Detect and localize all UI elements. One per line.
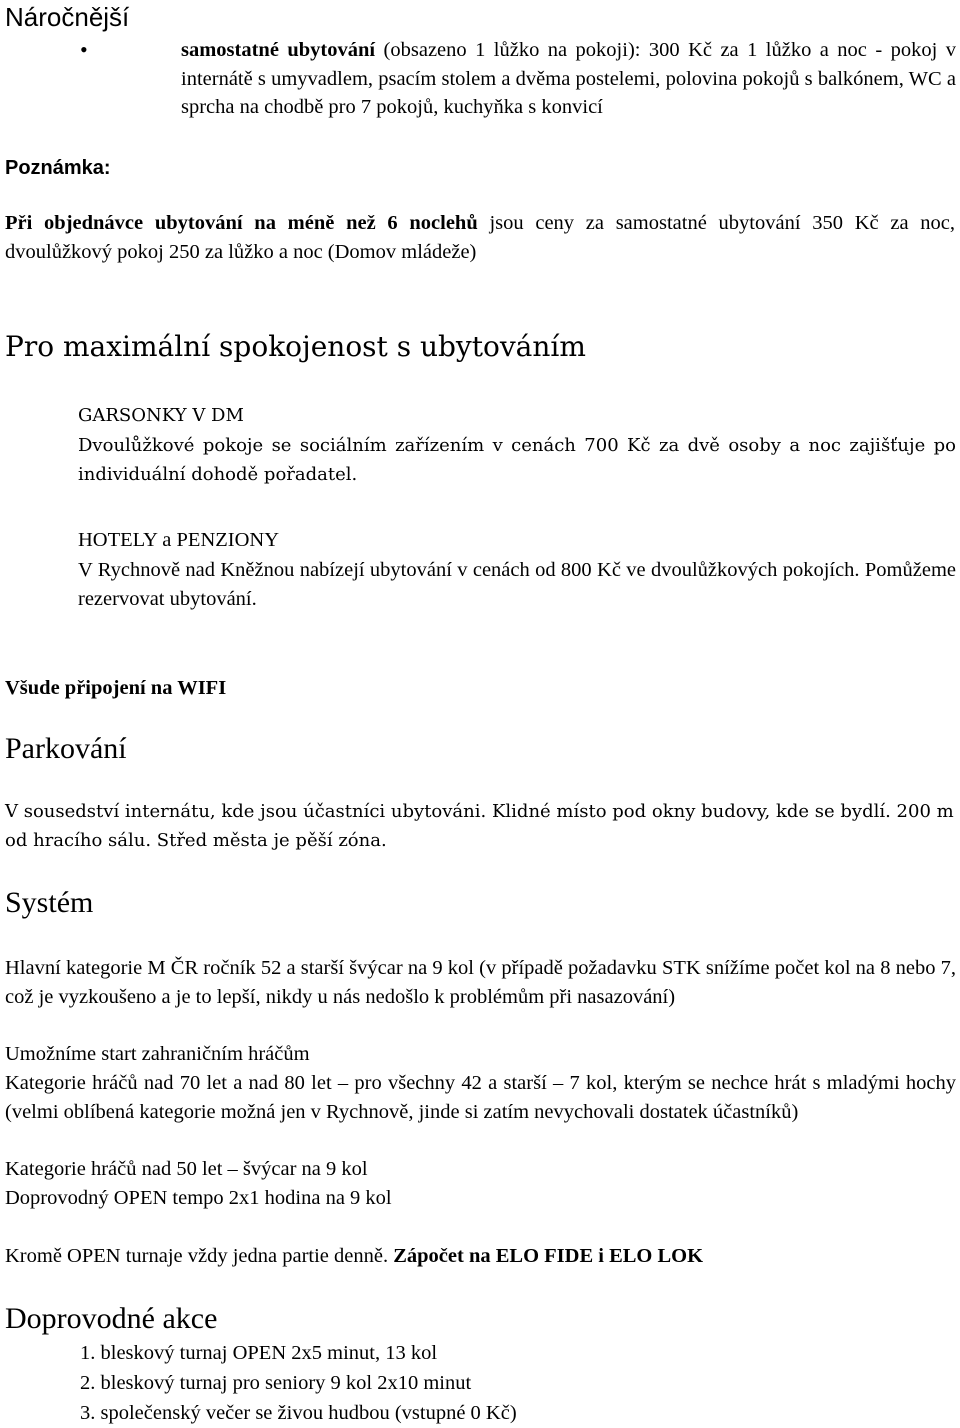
- garsonky-text: Dvoulůžkové pokoje se sociálním zařízením v cenách 700 Kč za dvě osoby a noc zajišťuje po individuální dohodě pořadatel.: [78, 435, 956, 485]
- bullet-dot-icon: •: [80, 37, 88, 62]
- list-item: 1. bleskový turnaj OPEN 2x5 minut, 13 kol: [80, 1342, 438, 1364]
- hotely-text: V Rychnově nad Kněžnou nabízejí ubytování v cenách od 800 Kč ve dvoulůžkových pokojích. Pomůžeme rezervovat ubytování.: [78, 559, 956, 610]
- accommodation-bullet-text: (obsazeno 1 lůžko na pokoji): 300 Kč za 1 lůžko a noc - pokoj v internátě s umyvadlem, psacím stolem a dvěma postelemi, polovina pokojů s balkónem, WC a sprcha na chodbě pro 7 pokojů, kuchyňka s konvicí: [181, 39, 956, 118]
- section-heading-system: Systém: [5, 886, 94, 919]
- list-item: 2. bleskový turnaj pro seniory 9 kol 2x10 minut: [80, 1372, 472, 1394]
- garsonky-title: GARSONKY V DM: [78, 405, 244, 426]
- system-paragraph-main-category: Hlavní kategorie M ČR ročník 52 a starší švýcar na 9 kol (v případě požadavku STK snížíme počet kol na 8 nebo 7, což je vyzkoušeno a je to lepší, nikdy u nás nedošlo k problémům při nasazování): [5, 957, 956, 1008]
- accommodation-bullet: [181, 36, 956, 122]
- side-events-list: [80, 1338, 517, 1428]
- wifi-note: Všude připojení na WIFI: [5, 677, 227, 699]
- list-item: 3. společenský večer se živou hudbou (vstupné 0 Kč): [80, 1402, 517, 1424]
- system-paragraph-open: Doprovodný OPEN tempo 2x1 hodina na 9 kol: [5, 1187, 392, 1209]
- parking-text: V sousedství internátu, kde jsou účastníci ubytováni. Klidné místo pod okny budovy, kde se bydlí. 200 m od hracího sálu. Střed města je pěší zóna.: [5, 801, 954, 851]
- section-heading-spokojenost: Pro maximální spokojenost s ubytováním: [5, 330, 586, 363]
- system-paragraph-50-category: Kategorie hráčů nad 50 let – švýcar na 9 kol: [5, 1158, 368, 1180]
- note-text: [5, 209, 955, 266]
- accommodation-bullet-bold: samostatné ubytování: [181, 39, 376, 61]
- note-label: Poznámka:: [5, 157, 111, 179]
- system-paragraph-elo: [5, 1242, 703, 1271]
- section-heading-narocnejsi: Náročnější: [5, 2, 130, 32]
- system-paragraph-senior-category: Kategorie hráčů nad 70 let a nad 80 let – pro všechny 42 a starší – 7 kol, kterým se nechce hrát s mladými hochy (velmi oblíbená kategorie možná jen v Rychnově, jinde si zatím nevychovali dostatek účastníků): [5, 1072, 956, 1123]
- elo-text-bold: Zápočet na ELO FIDE i ELO LOK: [393, 1245, 704, 1267]
- system-paragraph-foreign: Umožníme start zahraničním hráčům: [5, 1043, 310, 1065]
- elo-text: Kromě OPEN turnaje vždy jedna partie denně.: [5, 1245, 394, 1267]
- hotely-title: HOTELY a PENZIONY: [78, 529, 280, 551]
- note-text-plain: jsou ceny za samostatné ubytování 350 Kč za noc, dvoulůžkový pokoj 250 za lůžko a noc (Domov mládeže): [5, 212, 955, 263]
- section-heading-parkovani: Parkování: [5, 732, 127, 765]
- note-text-bold: Při objednávce ubytování na méně než 6 nocleh: [5, 212, 467, 234]
- note-text-bold-tail: ů: [466, 212, 478, 234]
- section-heading-akce: Doprovodné akce: [5, 1302, 218, 1335]
